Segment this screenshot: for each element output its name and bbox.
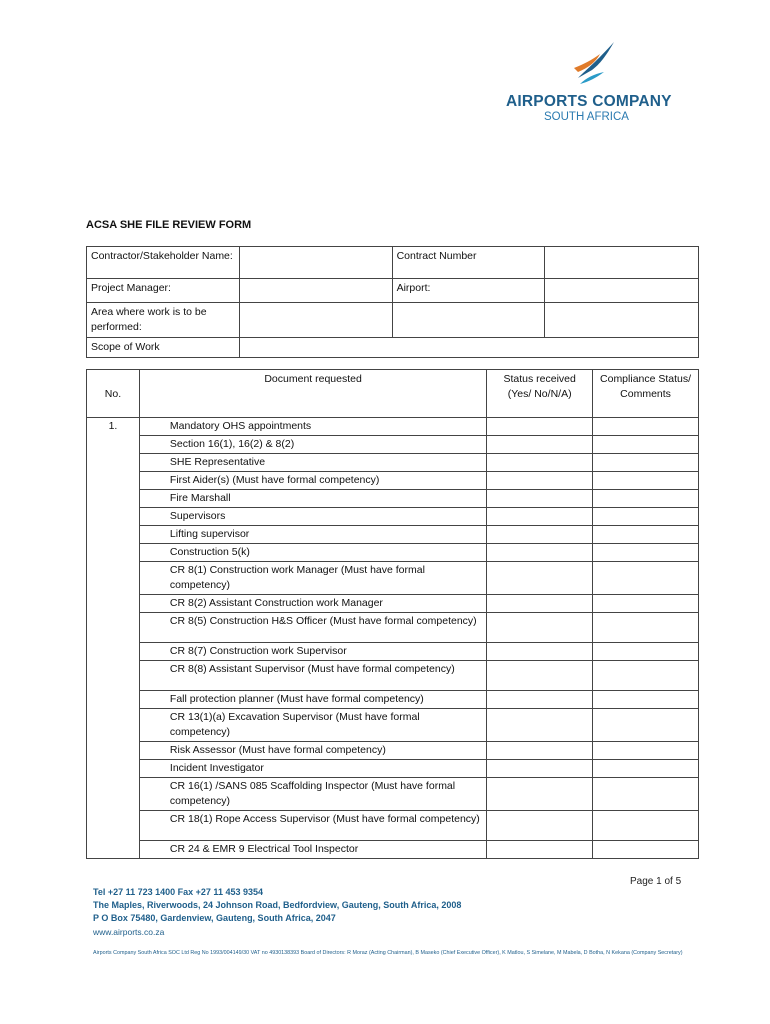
table-row [87,613,699,643]
table-row [87,742,699,760]
footer-po-box: P O Box 75480, Gardenview, Gauteng, South Africa, 2047 [93,913,336,923]
table-row [87,526,699,544]
table-row [87,841,699,859]
table-row [87,811,699,841]
document-item: Section 16(1), 16(2) & 8(2) [139,436,486,454]
contractor-label: Contractor/Stakeholder Name: [87,247,240,279]
contract-number-label: Contract Number [392,247,545,279]
project-manager-label: Project Manager: [87,279,240,303]
document-item: Incident Investigator [139,760,486,778]
contract-number-field[interactable] [545,247,699,279]
status-cell[interactable] [487,454,593,472]
status-cell[interactable] [487,562,593,595]
row-number [87,454,140,472]
table-row [87,760,699,778]
row-number [87,595,140,613]
table-row [87,562,699,595]
status-cell[interactable] [487,643,593,661]
compliance-cell[interactable] [593,709,699,742]
row-number [87,760,140,778]
status-cell[interactable] [487,760,593,778]
compliance-cell[interactable] [593,613,699,643]
area-extra-field-2[interactable] [545,303,699,338]
header-no: No. [87,370,140,418]
status-cell[interactable] [487,490,593,508]
document-item: CR 18(1) Rope Access Supervisor (Must have formal competency) [139,811,486,841]
status-cell[interactable] [487,508,593,526]
footer-address: The Maples, Riverwoods, 24 Johnson Road, Bedfordview, Gauteng, South Africa, 2008 [93,900,462,910]
status-cell[interactable] [487,691,593,709]
header-document: Document requested [139,370,486,418]
logo-line-2: SOUTH AFRICA [544,111,629,123]
compliance-cell[interactable] [593,490,699,508]
row-number: 1. [87,418,140,436]
compliance-cell[interactable] [593,760,699,778]
row-number [87,709,140,742]
document-item: CR 8(2) Assistant Construction work Manager [139,595,486,613]
airport-label: Airport: [392,279,545,303]
row-number [87,613,140,643]
document-table [86,369,699,859]
row-number [87,508,140,526]
form-title: ACSA SHE FILE REVIEW FORM [86,219,252,231]
table-row [87,508,699,526]
row-number [87,841,140,859]
row-number [87,472,140,490]
compliance-cell[interactable] [593,742,699,760]
row-number [87,661,140,691]
scope-label: Scope of Work [87,338,240,358]
row-number [87,526,140,544]
compliance-cell[interactable] [593,841,699,859]
compliance-cell[interactable] [593,691,699,709]
row-number [87,643,140,661]
document-item: CR 8(5) Construction H&S Officer (Must have formal competency) [139,613,486,643]
area-extra-field-1[interactable] [392,303,545,338]
document-item: Mandatory OHS appointments [139,418,486,436]
document-item: SHE Representative [139,454,486,472]
table-row [87,778,699,811]
status-cell[interactable] [487,526,593,544]
row-number [87,811,140,841]
compliance-cell[interactable] [593,418,699,436]
status-cell[interactable] [487,778,593,811]
footer-website-link[interactable]: www.airports.co.za [93,927,165,937]
document-item: CR 8(7) Construction work Supervisor [139,643,486,661]
status-cell[interactable] [487,436,593,454]
table-row [87,544,699,562]
scope-field[interactable] [239,338,698,358]
status-cell[interactable] [487,544,593,562]
table-row [87,691,699,709]
table-row [87,436,699,454]
document-item: Fire Marshall [139,490,486,508]
compliance-cell[interactable] [593,643,699,661]
document-item: Supervisors [139,508,486,526]
area-label: Area where work is to be performed: [87,303,240,338]
airports-company-logo [500,38,690,128]
footer-legal: Airports Company South Africa SOC Ltd Reg No 1993/004149/30 VAT no 4930138393 Board of Directors: R Moraz (Acting Chairman), B Maseko (Chief Executive Officer), K Matlou, S Simelane, M Mabela, D Botha, N Kekana (Company Secretary) [93,950,683,956]
compliance-cell[interactable] [593,472,699,490]
compliance-cell[interactable] [593,562,699,595]
table-row [87,661,699,691]
compliance-cell[interactable] [593,811,699,841]
footer-tel: Tel +27 11 723 1400 Fax +27 11 453 9354 [93,887,263,897]
status-cell[interactable] [487,709,593,742]
document-item: Construction 5(k) [139,544,486,562]
logo-line-1: AIRPORTS COMPANY [506,93,672,110]
header-status: Status received (Yes/ No/N/A) [487,370,593,418]
compliance-cell[interactable] [593,778,699,811]
info-table [86,246,699,358]
airport-field[interactable] [545,279,699,303]
bird-icon [570,38,620,86]
compliance-cell[interactable] [593,526,699,544]
footer [93,886,683,958]
table-row [87,418,699,436]
area-field[interactable] [239,303,392,338]
document-item: Fall protection planner (Must have formal competency) [139,691,486,709]
status-cell[interactable] [487,595,593,613]
table-row [87,595,699,613]
row-number [87,742,140,760]
contractor-field[interactable] [239,247,392,279]
status-cell[interactable] [487,472,593,490]
document-item: CR 16(1) /SANS 085 Scaffolding Inspector (Must have formal competency) [139,778,486,811]
compliance-cell[interactable] [593,508,699,526]
header-compliance: Compliance Status/ Comments [593,370,699,418]
table-row [87,643,699,661]
row-number [87,691,140,709]
status-cell[interactable] [487,418,593,436]
table-row [87,454,699,472]
table-row [87,490,699,508]
status-cell[interactable] [487,613,593,643]
table-row [87,472,699,490]
row-number [87,436,140,454]
compliance-cell[interactable] [593,544,699,562]
compliance-cell[interactable] [593,454,699,472]
project-manager-field[interactable] [239,279,392,303]
status-cell[interactable] [487,661,593,691]
row-number [87,778,140,811]
document-item: CR 8(8) Assistant Supervisor (Must have formal competency) [139,661,486,691]
status-cell[interactable] [487,811,593,841]
document-item: Risk Assessor (Must have formal competency) [139,742,486,760]
page-number: Page 1 of 5 [630,876,682,887]
table-row [87,709,699,742]
row-number [87,490,140,508]
row-number [87,544,140,562]
status-cell[interactable] [487,742,593,760]
document-item: CR 8(1) Construction work Manager (Must have formal competency) [139,562,486,595]
status-cell[interactable] [487,841,593,859]
document-item: CR 13(1)(a) Excavation Supervisor (Must have formal competency) [139,709,486,742]
document-item: CR 24 & EMR 9 Electrical Tool Inspector [139,841,486,859]
compliance-cell[interactable] [593,661,699,691]
document-item: First Aider(s) (Must have formal competency) [139,472,486,490]
compliance-cell[interactable] [593,436,699,454]
row-number [87,562,140,595]
compliance-cell[interactable] [593,595,699,613]
document-item: Lifting supervisor [139,526,486,544]
